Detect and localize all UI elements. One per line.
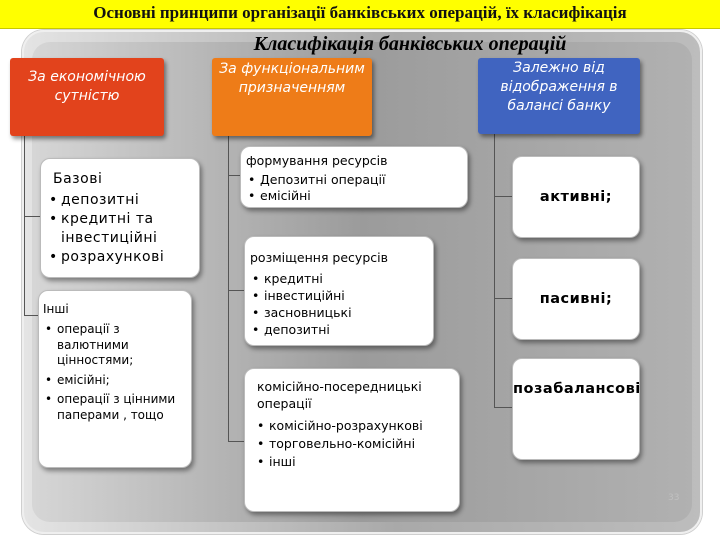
list-item: • кредитні <box>250 270 433 287</box>
list-item: • інвестиційні <box>250 287 433 304</box>
connector-line <box>228 290 244 291</box>
diagram-title: Класифікація банківських операцій <box>253 33 567 55</box>
header-balance-reflection: Залежно від відображення в балансі банку <box>478 58 640 134</box>
connector-line <box>228 441 244 442</box>
box-heading: формування ресурсів <box>246 153 388 168</box>
header-economic-essence: За економічною сутністю <box>10 58 164 136</box>
connector-line <box>24 315 38 316</box>
connector-line <box>228 136 229 442</box>
connector-line <box>494 407 512 408</box>
list-item: • емісійні; <box>43 373 191 389</box>
slide-title: Основні принципи організації банківських операцій, їх класифікація <box>93 3 627 22</box>
box-basic-operations <box>40 158 200 278</box>
list-item: • Депозитні операції <box>246 172 467 188</box>
list-item: • торговельно-комісійні <box>255 435 459 452</box>
bullet-list <box>245 417 459 470</box>
box-heading: Інші <box>43 302 69 316</box>
top-title-bar <box>0 0 720 29</box>
list-item: • комісійно-розрахункові <box>255 417 459 434</box>
box-off-balance <box>512 358 640 460</box>
list-item: • кредитні та інвестиційні <box>47 210 199 248</box>
connector-line <box>494 134 495 408</box>
connector-line <box>24 216 40 217</box>
connector-line <box>494 298 512 299</box>
list-item: • емісійні <box>246 188 467 204</box>
box-heading: розміщення ресурсів <box>250 250 388 265</box>
list-item: • розрахункові <box>47 248 199 267</box>
bullet-list <box>39 322 191 423</box>
bullet-list <box>241 172 467 204</box>
box-resource-placement <box>244 236 434 346</box>
box-heading: позабалансові <box>513 381 641 397</box>
box-heading: Базові <box>53 171 103 187</box>
box-other-operations <box>38 290 192 468</box>
bullet-list <box>41 191 199 267</box>
connector-line <box>228 175 240 176</box>
box-heading: комісійно-посередницькі операції <box>257 379 422 411</box>
connector-line <box>494 196 512 197</box>
list-item: • операції з валютними цінностями; <box>43 322 191 369</box>
box-commission-operations <box>244 368 460 512</box>
header-functional-purpose: За функціональним призначенням <box>212 58 372 136</box>
list-item: • інші <box>255 453 459 470</box>
box-passive: пасивні; <box>512 258 640 340</box>
box-resource-formation <box>240 146 468 208</box>
list-item: • операції з цінними паперами , тощо <box>43 392 191 423</box>
box-active: активні; <box>512 156 640 238</box>
page-number: 33 <box>668 493 680 503</box>
list-item: • депозитні <box>250 321 433 338</box>
list-item: • засновницькі <box>250 304 433 321</box>
list-item: • депозитні <box>47 191 199 210</box>
bullet-list <box>245 270 433 338</box>
connector-line <box>24 136 25 316</box>
